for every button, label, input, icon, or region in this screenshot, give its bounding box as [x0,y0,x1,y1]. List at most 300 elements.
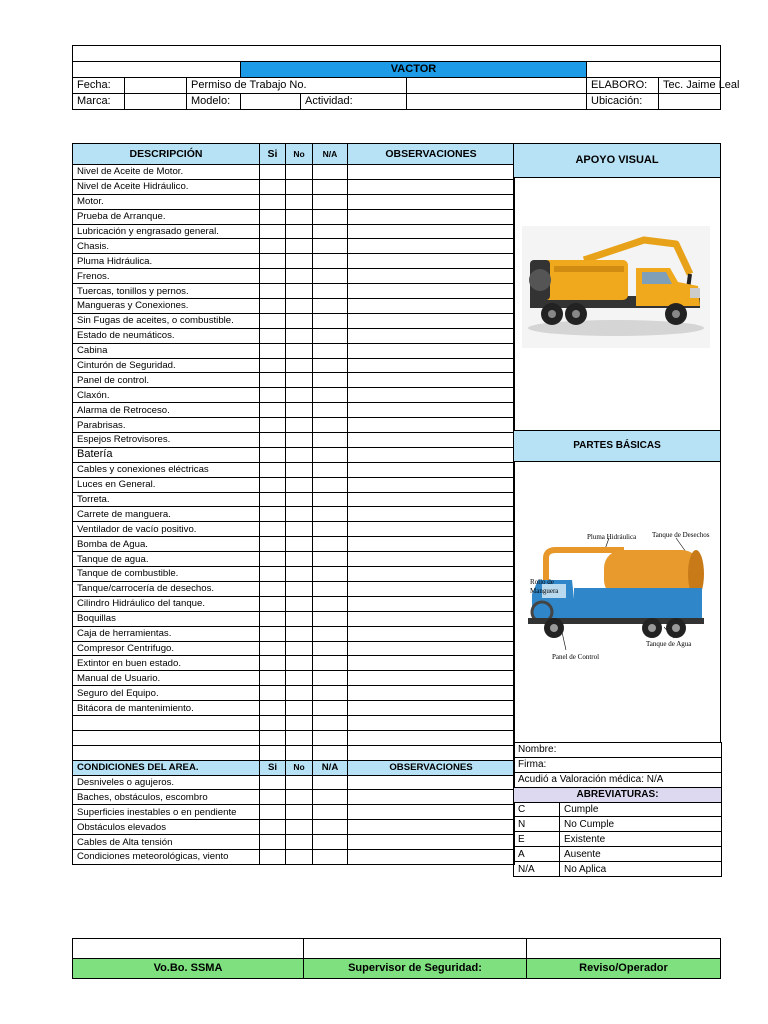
check-na-cell[interactable] [313,224,348,239]
check-si-cell[interactable] [260,611,286,626]
observaciones-cell[interactable] [348,254,515,269]
check-si-cell[interactable] [260,507,286,522]
check-na-cell[interactable] [313,239,348,254]
checklist-row [73,447,515,462]
check-no-cell[interactable] [286,358,313,373]
checklist-item-label: Parabrisas. [73,418,260,433]
observaciones-cell[interactable] [348,686,515,701]
condition-item-label: Desniveles o agujeros. [73,775,260,790]
observaciones-cell[interactable] [348,596,515,611]
observaciones-cell[interactable] [348,641,515,656]
empty-cell[interactable] [313,715,348,730]
check-no-cell[interactable] [286,522,313,537]
cond-no-cell[interactable] [286,805,313,820]
condition-row [73,790,515,805]
cond-observaciones-cell[interactable] [348,835,515,850]
modelo-field[interactable] [241,94,301,110]
checklist-item-label: Prueba de Arranque. [73,209,260,224]
right-info-table [513,742,722,877]
checklist-row [73,239,515,254]
cond-na-cell[interactable] [313,805,348,820]
observaciones-cell[interactable] [348,179,515,194]
abbreviation-row [514,817,722,832]
observaciones-cell[interactable] [348,581,515,596]
cond-si-cell[interactable] [260,775,286,790]
checklist-item-label: Torreta. [73,492,260,507]
check-na-cell[interactable] [313,418,348,433]
cond-na-cell[interactable] [313,820,348,835]
check-si-cell[interactable] [260,596,286,611]
check-si-cell[interactable] [260,552,286,567]
checklist-item-label: Cabina [73,343,260,358]
checklist-row [73,492,515,507]
check-na-cell[interactable] [313,328,348,343]
checklist-table [72,143,515,865]
empty-cell[interactable] [313,730,348,745]
condition-row [73,849,515,864]
empty-cell[interactable] [286,730,313,745]
check-na-cell[interactable] [313,537,348,552]
check-na-cell[interactable] [313,403,348,418]
check-no-cell[interactable] [286,388,313,403]
check-na-cell[interactable] [313,656,348,671]
condition-item-label: Cables de Alta tensión [73,835,260,850]
checklist-item-label: Pluma Hidráulica. [73,254,260,269]
check-si-cell[interactable] [260,254,286,269]
check-na-cell[interactable] [313,284,348,299]
label-tanque-desechos: Tanque de Desechos [652,531,710,539]
check-si-cell[interactable] [260,328,286,343]
observaciones-cell[interactable] [348,328,515,343]
empty-cell[interactable] [348,745,515,760]
check-si-cell[interactable] [260,447,286,462]
operador-signature-field[interactable] [527,939,721,959]
cond-si-cell[interactable] [260,790,286,805]
check-si-cell[interactable] [260,686,286,701]
checklist-row [73,537,515,552]
cond-observaciones-cell[interactable] [348,790,515,805]
marca-label: Marca: [73,94,125,110]
check-si-cell[interactable] [260,284,286,299]
check-si-cell[interactable] [260,299,286,314]
check-no-cell[interactable] [286,596,313,611]
check-si-cell[interactable] [260,641,286,656]
check-si-cell[interactable] [260,209,286,224]
observaciones-cell[interactable] [348,462,515,477]
check-si-cell[interactable] [260,433,286,448]
check-no-cell[interactable] [286,254,313,269]
check-no-cell[interactable] [286,581,313,596]
observaciones-cell[interactable] [348,358,515,373]
checklist-row [73,507,515,522]
check-na-cell[interactable] [313,567,348,582]
check-no-cell[interactable] [286,626,313,641]
abbreviation-meaning: No Aplica [560,862,722,877]
check-no-cell[interactable] [286,418,313,433]
check-si-cell[interactable] [260,269,286,284]
empty-cell[interactable] [260,715,286,730]
observaciones-cell[interactable] [348,284,515,299]
cond-col-na: N/A [313,760,348,775]
checklist-item-label: Motor. [73,194,260,209]
check-na-cell[interactable] [313,254,348,269]
check-si-cell[interactable] [260,522,286,537]
check-no-cell[interactable] [286,686,313,701]
label-rollo-2: Manguera [530,587,559,595]
check-no-cell[interactable] [286,462,313,477]
check-na-cell[interactable] [313,447,348,462]
label-tanque-agua: Tanque de Agua [646,640,692,648]
check-no-cell[interactable] [286,209,313,224]
firma-field[interactable]: Firma: [514,757,722,772]
check-na-cell[interactable] [313,552,348,567]
observaciones-cell[interactable] [348,433,515,448]
check-no-cell[interactable] [286,313,313,328]
check-si-cell[interactable] [260,567,286,582]
cond-na-cell[interactable] [313,775,348,790]
check-no-cell[interactable] [286,328,313,343]
check-si-cell[interactable] [260,343,286,358]
observaciones-cell[interactable] [348,507,515,522]
observaciones-cell[interactable] [348,522,515,537]
empty-cell[interactable] [260,730,286,745]
empty-cell[interactable] [73,730,260,745]
checklist-row [73,269,515,284]
check-si-cell[interactable] [260,179,286,194]
check-na-cell[interactable] [313,626,348,641]
ubicacion-label: Ubicación: [587,94,659,110]
checklist-item-label: Extintor en buen estado. [73,656,260,671]
check-si-cell[interactable] [260,194,286,209]
observaciones-cell[interactable] [348,403,515,418]
check-si-cell[interactable] [260,403,286,418]
check-na-cell[interactable] [313,358,348,373]
abreviaturas-header: ABREVIATURAS: [514,787,722,802]
check-na-cell[interactable] [313,269,348,284]
check-si-cell[interactable] [260,477,286,492]
check-na-cell[interactable] [313,194,348,209]
check-na-cell[interactable] [313,641,348,656]
fecha-label: Fecha: [73,78,125,94]
checklist-item-label: Tanque de combustible. [73,567,260,582]
checklist-row [73,328,515,343]
checklist-item-label: Seguro del Equipo. [73,686,260,701]
check-na-cell[interactable] [313,462,348,477]
check-na-cell[interactable] [313,701,348,716]
observaciones-cell[interactable] [348,343,515,358]
checklist-row [73,388,515,403]
cond-na-cell[interactable] [313,835,348,850]
empty-cell[interactable] [73,745,260,760]
cond-si-cell[interactable] [260,849,286,864]
observaciones-cell[interactable] [348,552,515,567]
cond-no-cell[interactable] [286,849,313,864]
check-na-cell[interactable] [313,686,348,701]
check-no-cell[interactable] [286,284,313,299]
abbreviation-code: C [514,802,560,817]
observaciones-cell[interactable] [348,656,515,671]
check-si-cell[interactable] [260,492,286,507]
check-no-cell[interactable] [286,656,313,671]
checklist-row [73,462,515,477]
checklist-row [73,224,515,239]
right-panel [513,143,721,876]
cond-no-cell[interactable] [286,835,313,850]
check-na-cell[interactable] [313,596,348,611]
condition-row [73,820,515,835]
label-panel: Panel de Control [552,653,600,661]
supervisor-signature-field[interactable] [304,939,527,959]
check-no-cell[interactable] [286,239,313,254]
cond-observaciones-cell[interactable] [348,820,515,835]
check-si-cell[interactable] [260,388,286,403]
checklist-row [73,194,515,209]
checklist-item-label: Carrete de manguera. [73,507,260,522]
checklist-empty-row [73,730,515,745]
col-observaciones: OBSERVACIONES [348,144,515,165]
checklist-item-label: Alarma de Retroceso. [73,403,260,418]
cond-observaciones-cell[interactable] [348,775,515,790]
condition-item-label: Baches, obstáculos, escombro [73,790,260,805]
nombre-field[interactable]: Nombre: [514,743,722,758]
checklist-item-label: Nivel de Aceite de Motor. [73,165,260,180]
form-title: VACTOR [241,62,587,78]
check-na-cell[interactable] [313,299,348,314]
check-na-cell[interactable] [313,388,348,403]
observaciones-cell[interactable] [348,537,515,552]
abbreviation-meaning: No Cumple [560,817,722,832]
checklist-item-label: Cables y conexiones eléctricas [73,462,260,477]
check-si-cell[interactable] [260,701,286,716]
check-na-cell[interactable] [313,671,348,686]
check-na-cell[interactable] [313,611,348,626]
checklist-row [73,299,515,314]
check-na-cell[interactable] [313,492,348,507]
check-na-cell[interactable] [313,433,348,448]
cond-no-cell[interactable] [286,820,313,835]
check-si-cell[interactable] [260,537,286,552]
checklist-row [73,626,515,641]
cond-observaciones-cell[interactable] [348,849,515,864]
col-descripcion: DESCRIPCIÓN [73,144,260,165]
check-na-cell[interactable] [313,165,348,180]
check-si-cell[interactable] [260,313,286,328]
check-na-cell[interactable] [313,373,348,388]
checklist-row [73,596,515,611]
checklist-row [73,433,515,448]
check-no-cell[interactable] [286,671,313,686]
check-no-cell[interactable] [286,433,313,448]
ubicacion-field[interactable] [659,94,721,110]
checklist-empty-row [73,745,515,760]
abbreviation-meaning: Existente [560,832,722,847]
condition-item-label: Superficies inestables o en pendiente [73,805,260,820]
checklist-row [73,358,515,373]
checklist-row [73,343,515,358]
marca-field[interactable] [125,94,187,110]
permiso-field[interactable] [407,78,587,94]
check-no-cell[interactable] [286,194,313,209]
checklist-item-label: Batería [73,447,260,462]
observaciones-cell[interactable] [348,477,515,492]
checklist-item-label: Espejos Retrovisores. [73,433,260,448]
checklist-item-label: Tanque de agua. [73,552,260,567]
abbreviation-row [514,862,722,877]
observaciones-cell[interactable] [348,701,515,716]
cond-no-cell[interactable] [286,775,313,790]
check-na-cell[interactable] [313,522,348,537]
check-no-cell[interactable] [286,477,313,492]
check-si-cell[interactable] [260,165,286,180]
cond-col-no: No [286,760,313,775]
condition-item-label: Obstáculos elevados [73,820,260,835]
check-na-cell[interactable] [313,179,348,194]
header-table [72,45,740,110]
cond-si-cell[interactable] [260,820,286,835]
cond-no-cell[interactable] [286,790,313,805]
ssma-signature-field[interactable] [73,939,304,959]
cond-observaciones-cell[interactable] [348,805,515,820]
label-rollo-1: Rollo de [530,578,554,586]
col-si: Si [260,144,286,165]
check-no-cell[interactable] [286,343,313,358]
checklist-row [73,373,515,388]
fecha-field[interactable] [125,78,187,94]
check-si-cell[interactable] [260,373,286,388]
checklist-row [73,284,515,299]
valoracion-medica: Acudió a Valoración médica: N/A [514,772,722,787]
empty-cell[interactable] [73,715,260,730]
abbreviation-meaning: Cumple [560,802,722,817]
checklist-row [73,179,515,194]
observaciones-cell[interactable] [348,224,515,239]
check-na-cell[interactable] [313,581,348,596]
signature-table [72,938,721,979]
check-no-cell[interactable] [286,179,313,194]
empty-cell[interactable] [348,730,515,745]
check-no-cell[interactable] [286,611,313,626]
check-si-cell[interactable] [260,358,286,373]
empty-cell[interactable] [348,715,515,730]
check-na-cell[interactable] [313,313,348,328]
observaciones-cell[interactable] [348,567,515,582]
empty-cell[interactable] [260,745,286,760]
check-no-cell[interactable] [286,492,313,507]
cond-na-cell[interactable] [313,790,348,805]
check-si-cell[interactable] [260,418,286,433]
empty-cell[interactable] [313,745,348,760]
check-na-cell[interactable] [313,343,348,358]
observaciones-cell[interactable] [348,165,515,180]
check-no-cell[interactable] [286,447,313,462]
empty-cell[interactable] [286,745,313,760]
cond-na-cell[interactable] [313,849,348,864]
checklist-row [73,656,515,671]
cond-col-observaciones: OBSERVACIONES [348,760,515,775]
check-no-cell[interactable] [286,567,313,582]
check-si-cell[interactable] [260,626,286,641]
check-na-cell[interactable] [313,209,348,224]
observaciones-cell[interactable] [348,299,515,314]
check-si-cell[interactable] [260,462,286,477]
check-no-cell[interactable] [286,552,313,567]
observaciones-cell[interactable] [348,388,515,403]
permiso-label: Permiso de Trabajo No. [187,78,407,94]
header-spacer-right [587,62,721,78]
actividad-field[interactable] [407,94,587,110]
observaciones-cell[interactable] [348,671,515,686]
checklist-item-label: Claxón. [73,388,260,403]
cond-si-cell[interactable] [260,805,286,820]
check-no-cell[interactable] [286,269,313,284]
checklist-row [73,641,515,656]
observaciones-cell[interactable] [348,269,515,284]
abbreviation-code: E [514,832,560,847]
check-no-cell[interactable] [286,641,313,656]
header-blank-row [73,46,721,62]
col-na: N/A [313,144,348,165]
empty-cell[interactable] [286,715,313,730]
checklist-row [73,611,515,626]
check-si-cell[interactable] [260,239,286,254]
check-no-cell[interactable] [286,299,313,314]
observaciones-cell[interactable] [348,626,515,641]
check-si-cell[interactable] [260,581,286,596]
checklist-row [73,477,515,492]
observaciones-cell[interactable] [348,194,515,209]
observaciones-cell[interactable] [348,239,515,254]
abbreviation-code: N [514,817,560,832]
check-no-cell[interactable] [286,373,313,388]
checklist-item-label: Tuercas, tonillos y pernos. [73,284,260,299]
observaciones-cell[interactable] [348,492,515,507]
label-pluma: Pluma Hidráulica [587,533,637,541]
check-na-cell[interactable] [313,507,348,522]
header-spacer [73,62,241,78]
checklist-row [73,209,515,224]
abbreviation-code: N/A [514,862,560,877]
check-no-cell[interactable] [286,224,313,239]
observaciones-cell[interactable] [348,611,515,626]
abbreviation-row [514,802,722,817]
observaciones-cell[interactable] [348,313,515,328]
cond-si-cell[interactable] [260,835,286,850]
condition-row [73,835,515,850]
check-na-cell[interactable] [313,477,348,492]
check-si-cell[interactable] [260,224,286,239]
vactor-truck-photo [514,178,720,430]
check-no-cell[interactable] [286,537,313,552]
vactor-parts-diagram [514,462,720,743]
observaciones-cell[interactable] [348,373,515,388]
check-si-cell[interactable] [260,656,286,671]
col-no: No [286,144,313,165]
abbreviation-meaning: Ausente [560,847,722,862]
check-no-cell[interactable] [286,701,313,716]
cond-col-si: Si [260,760,286,775]
checklist-item-label: Mangueras y Conexiones. [73,299,260,314]
checklist-item-label: Sin Fugas de aceites, o combustible. [73,313,260,328]
observaciones-cell[interactable] [348,418,515,433]
checklist-row [73,522,515,537]
check-no-cell[interactable] [286,507,313,522]
observaciones-cell[interactable] [348,447,515,462]
check-no-cell[interactable] [286,403,313,418]
check-si-cell[interactable] [260,671,286,686]
observaciones-cell[interactable] [348,209,515,224]
check-no-cell[interactable] [286,165,313,180]
checklist-item-label: Chasis. [73,239,260,254]
